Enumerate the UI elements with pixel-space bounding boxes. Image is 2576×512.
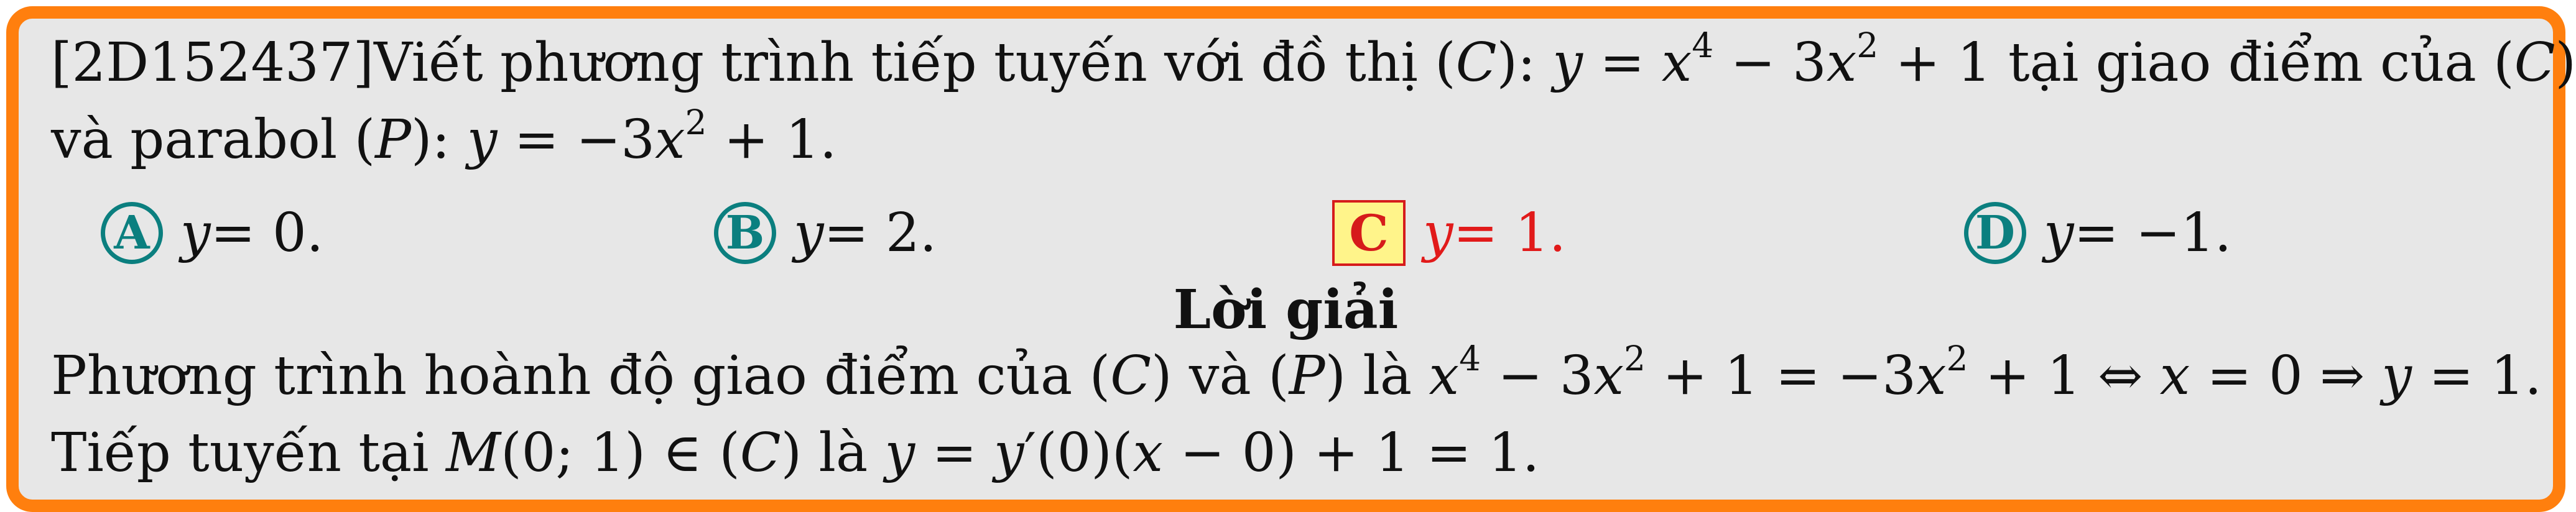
solution-heading: Lời giải (1173, 278, 1399, 341)
math-exponent: 2 (1946, 339, 1968, 378)
math-op: + 1 = −3 (1646, 345, 1916, 407)
math-op: = (1583, 32, 1662, 94)
question-text: ): (411, 109, 467, 171)
choice-b-var: y (794, 202, 824, 264)
math-exponent: 2 (1624, 339, 1646, 378)
question-line-2 (51, 103, 837, 171)
choice-c-correct[interactable] (1332, 199, 1566, 267)
math-var: C (1110, 345, 1152, 407)
choice-b[interactable] (714, 199, 937, 267)
choice-b-badge[interactable]: B (714, 202, 776, 264)
math-var: y (2381, 345, 2412, 407)
math-op: = 1. (2412, 345, 2542, 407)
math-var: P (375, 109, 411, 171)
question-text: + 1 tại giao điểm của ( (1878, 32, 2514, 94)
math-op: ′(0)( (1024, 422, 1133, 484)
solution-text: Tiếp tuyến tại (51, 422, 447, 484)
choice-d-badge[interactable]: D (1964, 202, 2026, 264)
math-exponent: 2 (685, 103, 707, 142)
question-text: và parabol ( (51, 109, 376, 171)
math-var: x (1661, 32, 1692, 94)
choice-c-var: y (1423, 202, 1453, 264)
math-op: − 0) + 1 = 1. (1162, 422, 1540, 484)
choice-d[interactable] (1964, 199, 2231, 267)
choice-c-badge[interactable]: C (1332, 200, 1406, 266)
math-var: M (446, 422, 501, 484)
math-op: (0; 1) ∈ ( (501, 422, 740, 484)
math-var: C (2514, 32, 2555, 94)
math-op: + 1 ⇔ (1968, 345, 2160, 407)
question-text: ) (2555, 32, 2576, 94)
math-var: P (1289, 345, 1325, 407)
solution-text: ) và ( (1151, 345, 1289, 407)
math-var: x (1593, 345, 1624, 407)
choice-d-var: y (2044, 202, 2074, 264)
math-op: = 0 ⇒ (2190, 345, 2382, 407)
choice-a-var: y (180, 202, 211, 264)
choice-a-badge[interactable]: A (101, 202, 163, 264)
math-var: y (1552, 32, 1583, 94)
math-var: x (2159, 345, 2190, 407)
math-op: = −3 (497, 109, 655, 171)
math-var: x (1826, 32, 1857, 94)
question-text: ): (1496, 32, 1553, 94)
math-var: x (1429, 345, 1460, 407)
choice-a-text: = 0. (210, 202, 324, 264)
solution-line-2 (51, 422, 1540, 484)
math-var: x (1133, 422, 1163, 484)
solution-text: ) là (1325, 345, 1429, 407)
math-var: y (884, 422, 915, 484)
choice-a[interactable] (101, 199, 323, 267)
math-var: x (654, 109, 685, 171)
math-var: C (739, 422, 781, 484)
math-op: = (915, 422, 994, 484)
math-op: − 3 (1713, 32, 1827, 94)
question-text: [2D152437]Viết phương trình tiếp tuyến với đồ thị ( (51, 32, 1456, 94)
math-var: x (1916, 345, 1947, 407)
solution-text: Phương trình hoành độ giao điểm của ( (51, 345, 1111, 407)
choice-d-text: = −1. (2073, 202, 2232, 264)
choice-c-text: = 1. (1453, 202, 1567, 264)
math-exponent: 4 (1459, 339, 1481, 378)
solution-line-1 (51, 339, 2542, 407)
math-op: − 3 (1481, 345, 1594, 407)
math-var: y (993, 422, 1024, 484)
question-line-1 (51, 25, 2576, 94)
solution-text: ) là (781, 422, 885, 484)
choice-b-text: = 2. (823, 202, 937, 264)
math-var: y (466, 109, 498, 171)
math-exponent: 2 (1856, 25, 1879, 65)
question-card (6, 6, 2576, 512)
math-var: C (1455, 32, 1497, 94)
math-exponent: 4 (1692, 25, 1714, 65)
math-op: + 1. (707, 109, 837, 171)
